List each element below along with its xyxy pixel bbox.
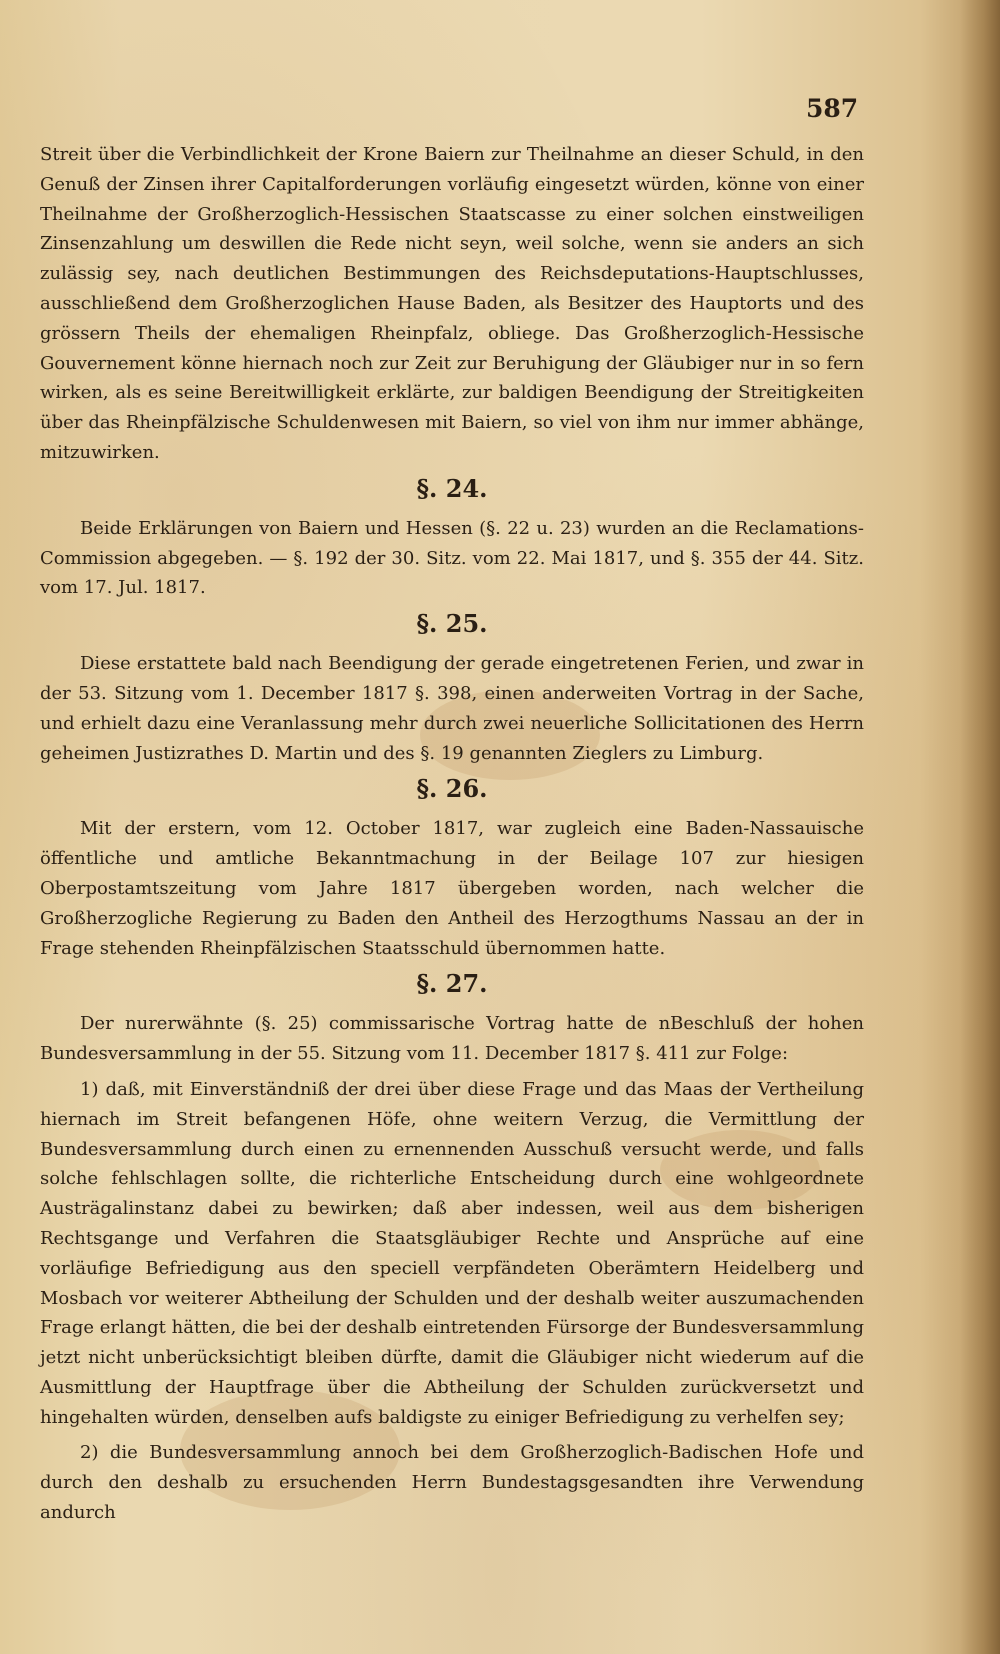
section-heading: §. 24. [416,473,488,503]
paragraph: Mit der erstern, vom 12. October 1817, war zugleich eine Baden-Nassauische öffentliche und amtliche Bekanntmachung in der Beilage 107 zur hiesigen Oberpostamtszeitung vom Jahre 1817 übergeben worden, nach welcher die Großherzogliche Regierung zu Baden den Antheil des Herzogthums Nassau an der in Frage stehenden Rheinpfälzischen Staatsschuld übernommen hatte. [40,818,864,959]
text-body [40,140,864,1534]
section-heading: §. 25. [416,609,488,639]
section-heading: §. 26. [416,774,488,804]
page-edge-shadow [960,0,1000,1654]
paragraph: Der nurerwähnte (§. 25) commissarische Vortrag hatte de nBeschluß der hohen Bundesversammlung in der 55. Sitzung vom 11. December 1817 §. 411 zur Folge: [40,1013,864,1065]
paragraph: 1) daß, mit Einverständniß der drei über diese Frage und das Maas der Vertheilung hiernach im Streit befangenen Höfe, ohne weitern Verzug, die Vermittlung der Bundesversammlung durch einen zu ernennenden Ausschuß versucht werde, und falls solche fehlschlagen sollte, die richterliche Entscheidung durch eine wohlgeordnete Austrägalinstanz dabei zu bewirken; daß aber indessen, weil aus dem bisherigen Rechtsgange und Verfahren die Staatsgläubiger Rechte und Ansprüche auf eine vorläufige Befriedigung aus den speciell verpfändeten Oberämtern Heidelberg und Mosbach vor weiterer Abtheilung der Schulden und der deshalb weiter auszumachenden Frage erlangt hätten, die bei der deshalb eintretenden Fürsorge der Bundesversammlung jetzt nicht unberücksichtigt bleiben dürfte, damit die Gläubiger nicht wiederum auf die Ausmittlung der Hauptfrage über die Abtheilung der Schulden zurückversetzt und hingehalten würden, denselben aufs baldigste zu einiger Befriedigung zu verhelfen sey; [40,1078,864,1428]
paragraph: Beide Erklärungen von Baiern und Hessen (§. 22 u. 23) wurden an die Reclamations-Commission abgegeben. — §. 192 der 30. Sitz. vom 22. Mai 1817, und §. 355 der 44. Sitz. vom 17. Jul. 1817. [40,517,864,599]
paragraph: Streit über die Verbindlichkeit der Krone Baiern zur Theilnahme an dieser Schuld, in den Genuß der Zinsen ihrer Capitalforderungen vorläufig eingesetzt würden, könne von einer Theilnahme der Großherzoglich-Hessischen Staatscasse zu einer solchen einstweiligen Zinsenzahlung um deswillen die Rede nicht seyn, weil solche, wenn sie anders an sich zulässig sey, nach deutlichen Bestimmungen des Reichsdeputations-Hauptschlusses, ausschließend dem Großherzoglichen Hause Baden, als Besitzer des Hauptorts und des grössern Theils der ehemaligen Rheinpfalz, obliege. Das Großherzoglich-Hessische Gouvernement könne hiernach noch zur Zeit zur Beruhigung der Gläubiger nur in so fern wirken, als es seine Bereitwilligkeit erklärte, zur baldigen Beendigung der Streitigkeiten über das Rheinpfälzische Schuldenwesen mit Baiern, so viel von ihm nur immer abhänge, mitzuwirken. [40,144,864,463]
section-heading: §. 27. [416,969,488,999]
paragraph: Diese erstattete bald nach Beendigung der gerade eingetretenen Ferien, und zwar in der 53. Sitzung vom 1. December 1817 §. 398, einen anderweiten Vortrag in der Sache, und erhielt dazu eine Veranlassung mehr durch zwei neuerliche Sollicitationen des Herrn geheimen Justizrathes D. Martin und des §. 19 genannten Zieglers zu Limburg. [40,653,864,764]
paragraph: 2) die Bundesversammlung annoch bei dem Großherzoglich-Badischen Hofe und durch den deshalb zu ersuchenden Herrn Bundestagsgesandten ihre Verwendung andurch [40,1442,864,1524]
page-number: 587 [806,94,859,123]
